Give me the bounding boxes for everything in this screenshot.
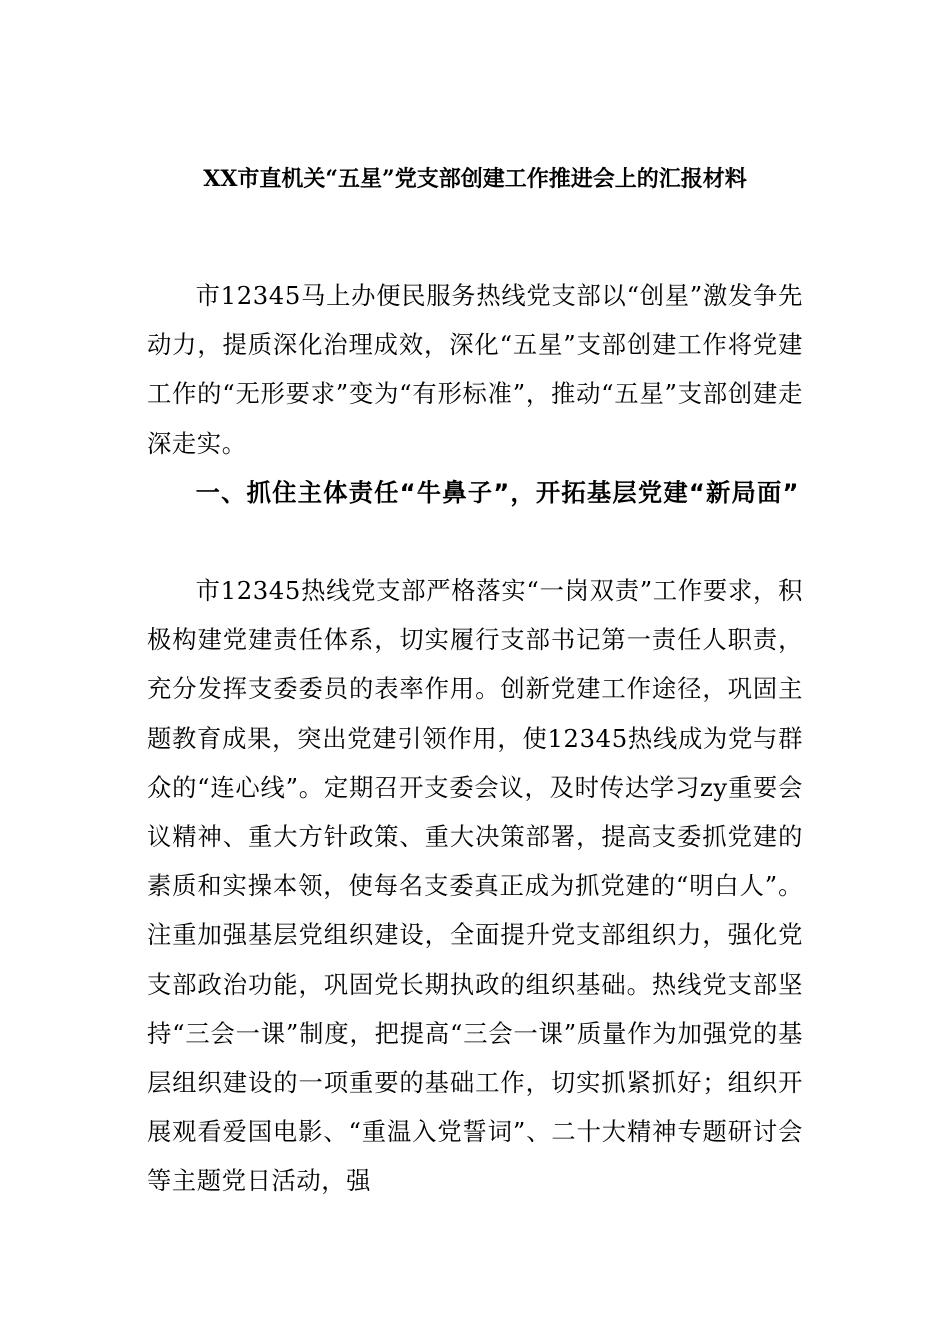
section-heading: 一、抓住主体责任“牛鼻子”，开拓基层党建“新局面” xyxy=(195,478,800,507)
section-paragraph: 市12345热线党支部严格落实“一岗双责”工作要求，积极构建党建责任体系，切实履行支部书记第一责任人职责，充分发挥支委委员的表率作用。创新党建工作途径，巩固主题教育成果，突出党建引领作用，使12345热线成为党与群众的“连心线”。定期召开支委会议，及时传达学习zy重要会议精神、重大方针政策、重大决策部署，提高支委抓党建的素质和实操本领，使每名支委真正成为抓党建的“明白人”。注重加强基层党组织建设，全面提升党支部组织力，强化党支部政治功能，巩固党长期执政的组织基础。热线党支部坚持“三会一课”制度，把提高“三会一课”质量作为加强党的基层组织建设的一项重要的基础工作，切实抓紧抓好；组织开展观看爱国电影、“重温入党誓词”、二十大精神专题研讨会等主题党日活动，强 xyxy=(147,576,803,1196)
intro-paragraph: 市12345马上办便民服务热线党支部以“创星”激发争先动力，提质深化治理成效，深化“五星”支部创建工作将党建工作的“无形要求”变为“有形标准”，推动“五星”支部创建走深走实。 xyxy=(147,281,803,458)
document-title: XX市直机关“五星”党支部创建工作推进会上的汇报材料 xyxy=(203,166,747,192)
